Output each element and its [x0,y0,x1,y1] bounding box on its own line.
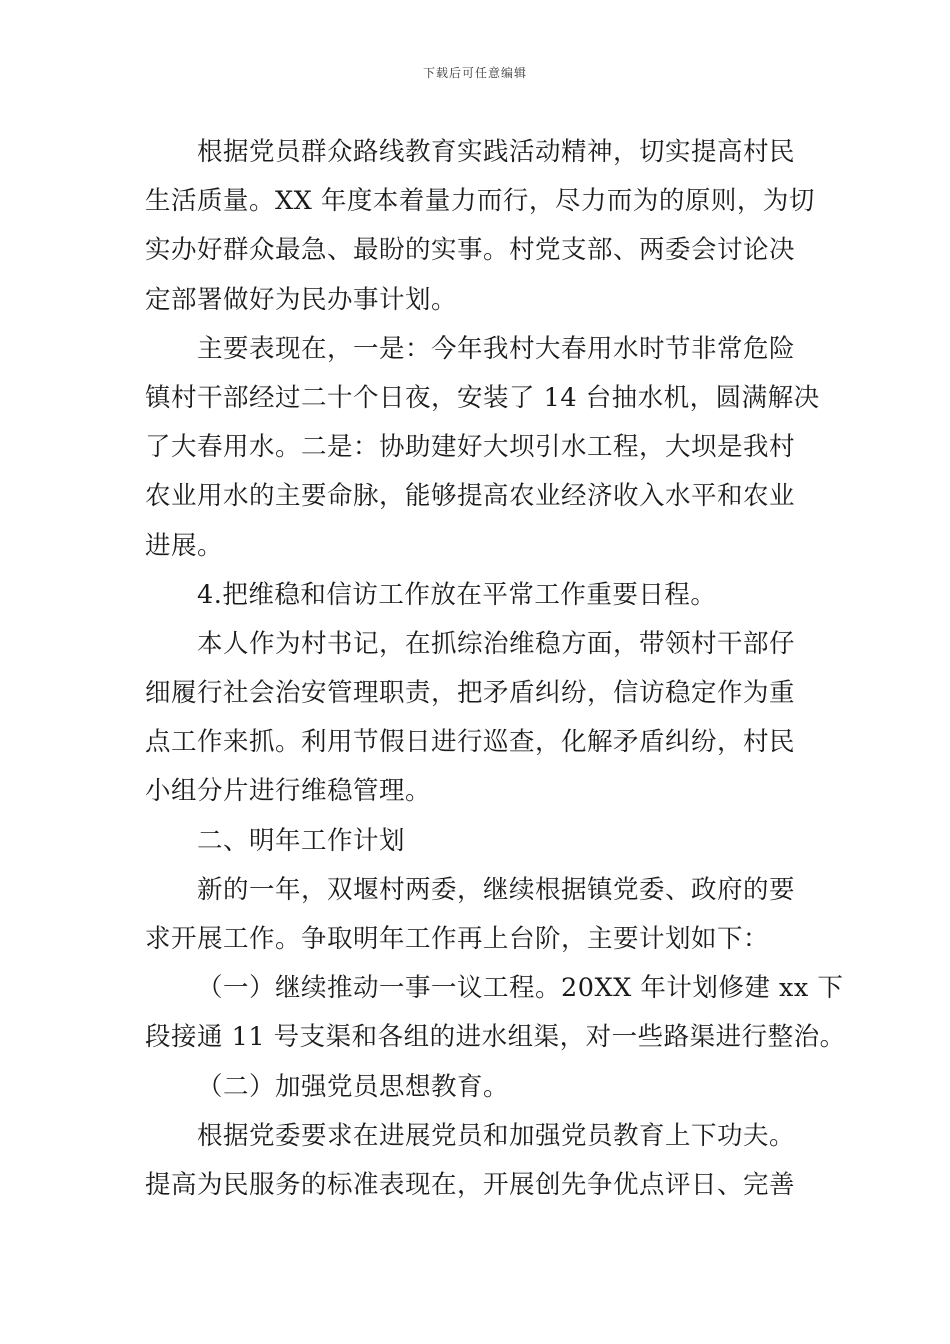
paragraph-line: 镇村干部经过二十个日夜，安装了 14 台抽水机，圆满解决 [145,382,820,413]
paragraph-line: 点工作来抓。利用节假日进行巡查，化解矛盾纠纷，村民 [145,727,796,758]
paragraph-line: 段接通 11 号支渠和各组的进水组渠，对一些路渠进行整治。 [145,1022,846,1053]
section-heading: 4.把维稳和信访工作放在平常工作重要日程。 [197,579,717,610]
paragraph-line: 进展。 [145,530,224,561]
subsection-heading: （二）加强党员思想教育。 [197,1071,510,1102]
paragraph-line: 根据党员群众路线教育实践活动精神，切实提高村民 [197,137,796,167]
paragraph-line: 定部署做好为民办事计划。 [145,284,458,315]
paragraph-line: 根据党委要求在进展党员和加强党员教育上下功夫。 [197,1120,796,1151]
paragraph-line: （一）继续推动一事一议工程。20XX 年计划修建 xx 下 [197,973,844,1004]
paragraph-line: 实办好群众最急、最盼的实事。村党支部、两委会讨论决 [145,235,796,266]
paragraph-line: 农业用水的主要命脉，能够提高农业经济收入水平和农业 [145,481,796,512]
paragraph-line: 新的一年，双堰村两委，继续根据镇党委、政府的要 [197,874,796,905]
paragraph-line: 求开展工作。争取明年工作再上台阶，主要计划如下： [145,924,770,954]
paragraph-line: 主要表现在，一是：今年我村大春用水时节非常危险 [197,333,796,364]
paragraph-line: 提高为民服务的标准表现在，开展创先争优点评日、完善 [145,1169,796,1200]
paragraph-line: 生活质量。XX 年度本着量力而行，尽力而为的原则，为切 [145,186,815,217]
paragraph-line: 本人作为村书记，在抓综治维稳方面，带领村干部仔 [197,628,796,659]
section-heading: 二、明年工作计划 [197,825,406,856]
paragraph-line: 了大春用水。二是：协助建好大坝引水工程，大坝是我村 [145,432,796,463]
document-body [145,128,846,1210]
paragraph-line: 细履行社会治安管理职责，把矛盾纠纷，信访稳定作为重 [145,678,796,709]
page-header: 下载后可任意编辑 [422,66,527,80]
paragraph-line: 小组分片进行维稳管理。 [145,776,432,807]
